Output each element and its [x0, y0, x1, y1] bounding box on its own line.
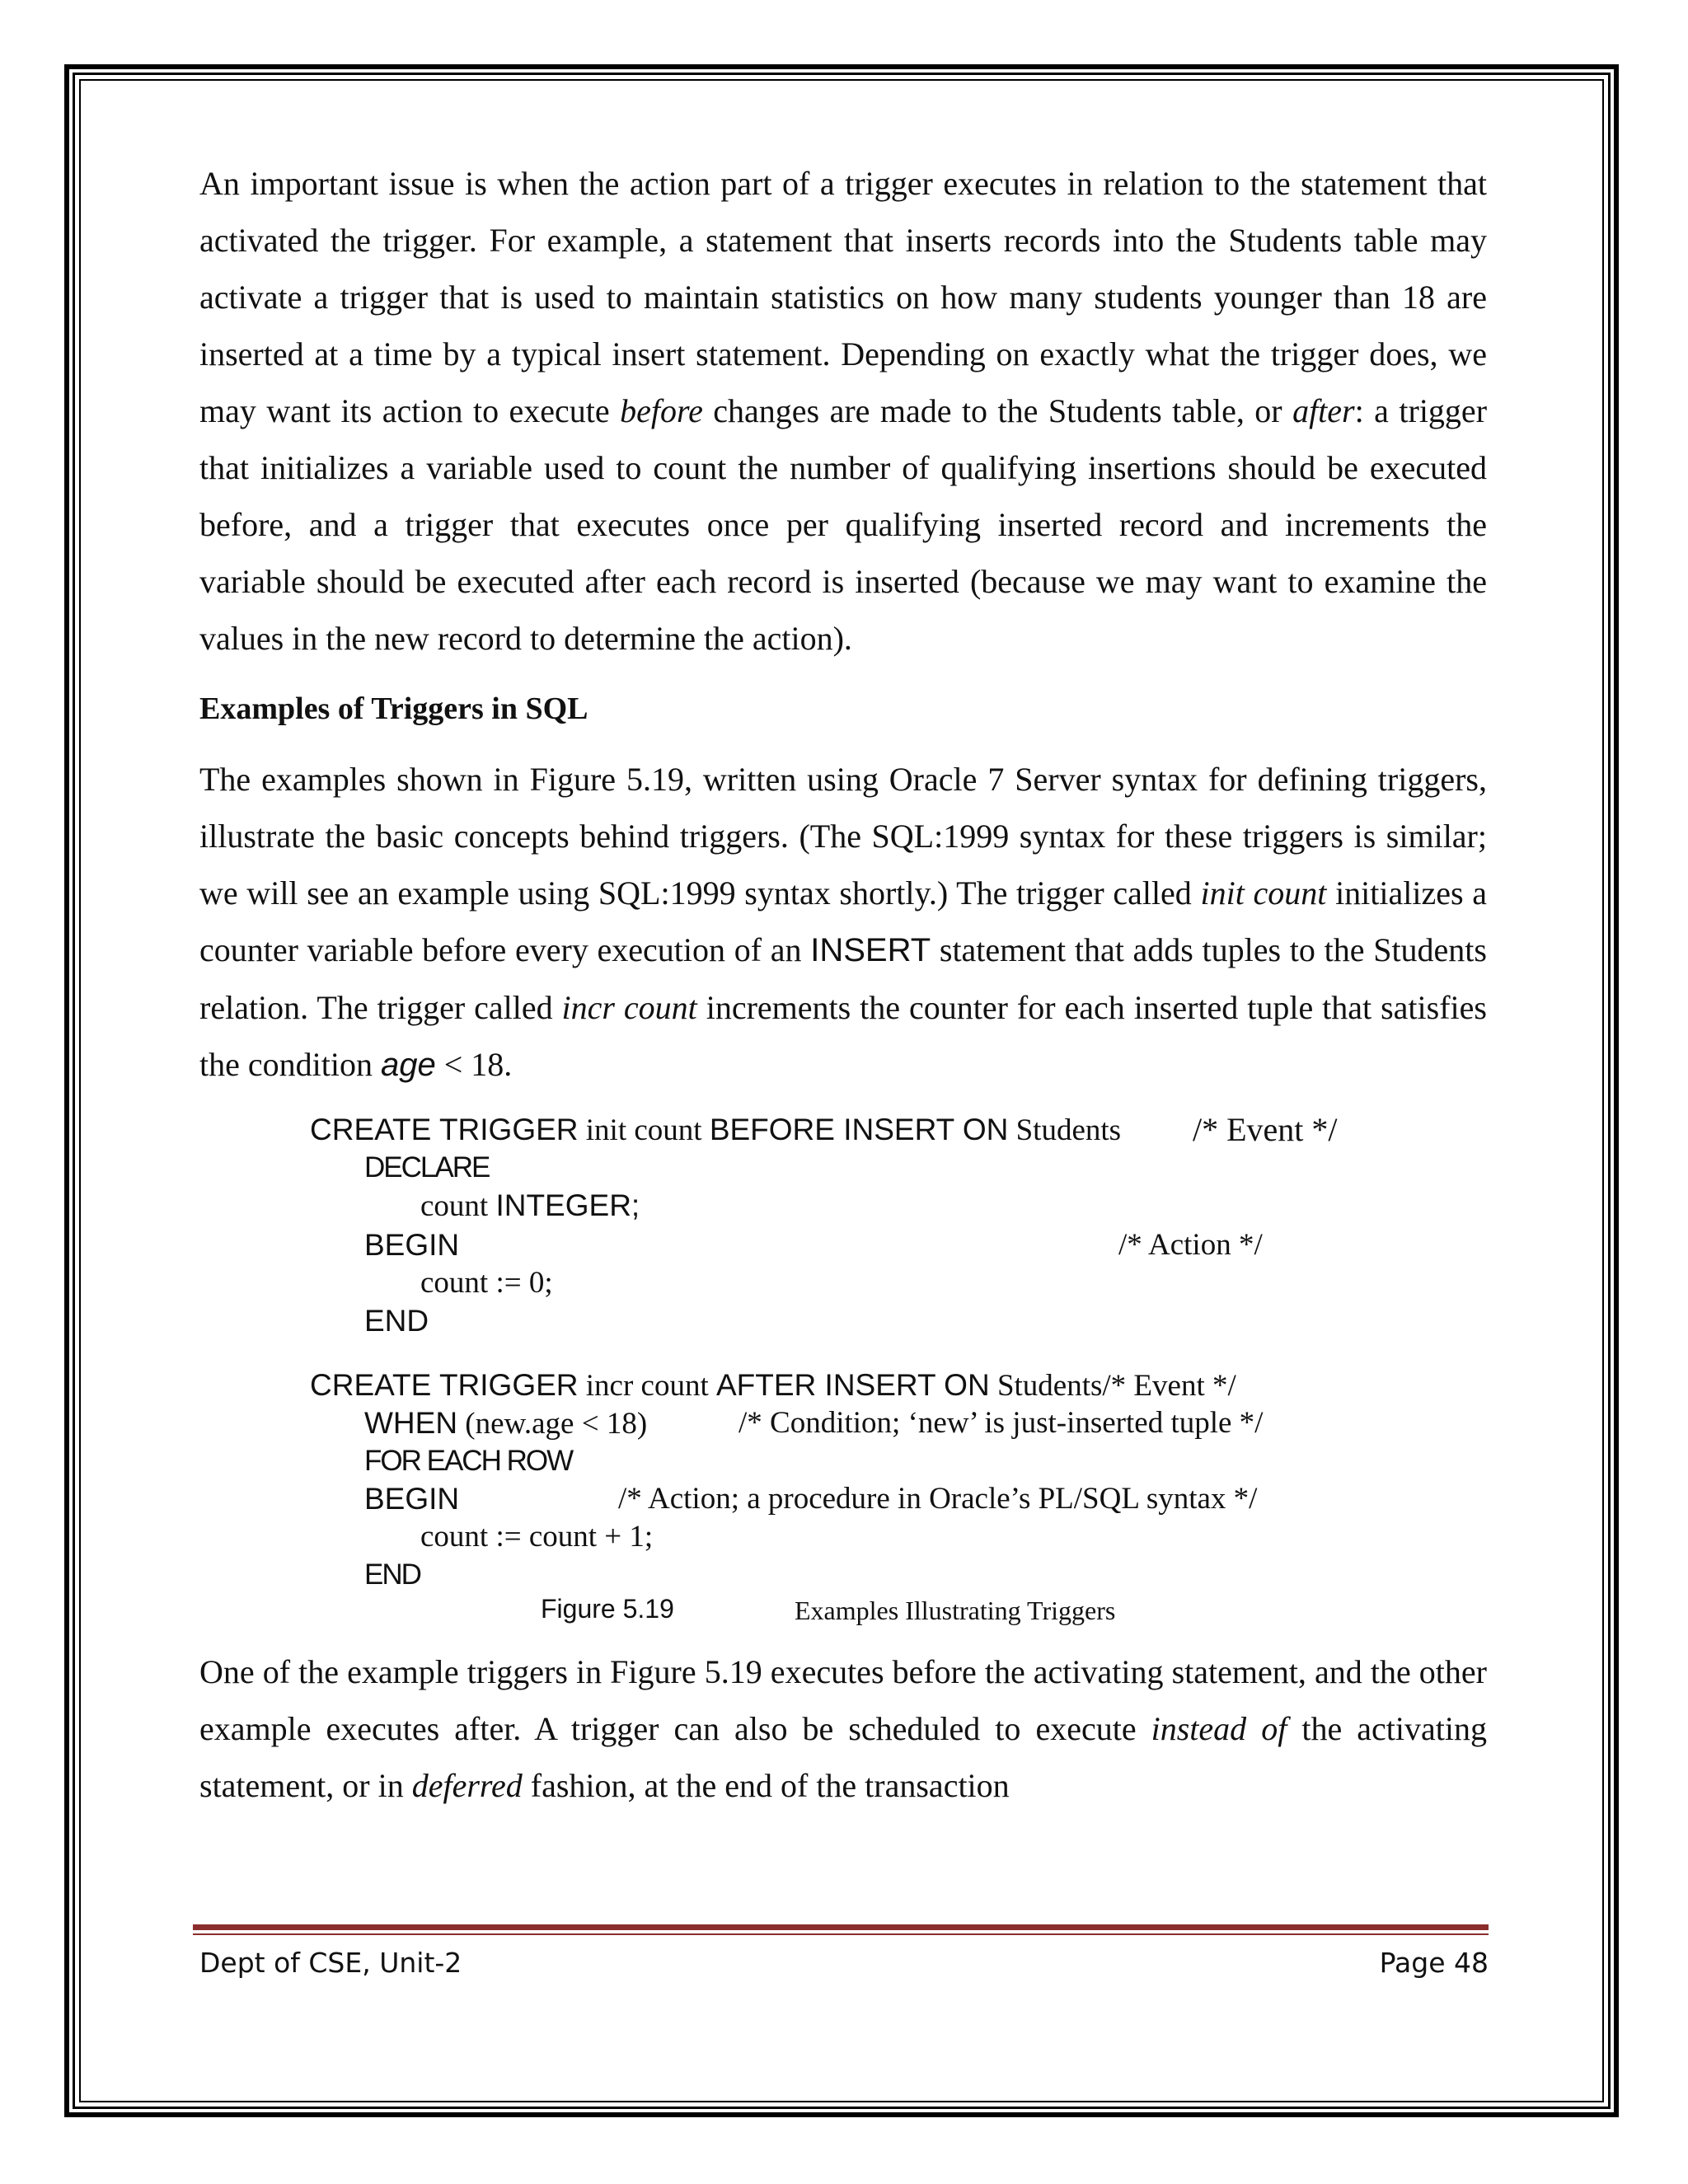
para2-text-1: The examples shown in Figure 5.19, written using Oracle 7 Server syntax for defining triggers, illustrate the basic concepts behind triggers. (The SQL:1999 syntax for these triggers is similar; we will see an example using SQL:1999 syntax shortly.) The trigger called [199, 761, 1487, 912]
code-keyword: AFTER INSERT ON [716, 1368, 990, 1402]
code-text: init count [578, 1113, 710, 1147]
code-line-count-zero [420, 1265, 553, 1301]
code-line-end-2 [364, 1557, 420, 1593]
code-keyword: END [364, 1558, 420, 1591]
code-text: count [420, 1189, 496, 1223]
code-text: count := 0; [420, 1266, 553, 1300]
para1-text-2: changes are made to the Students table, or [702, 392, 1293, 429]
code-line-for-each-row [364, 1443, 572, 1479]
code-keyword: END [364, 1304, 429, 1338]
para2-keyword-insert: INSERT [810, 932, 931, 968]
paragraph-trigger-scheduling [199, 1643, 1487, 1814]
footer-rule-thin [193, 1933, 1489, 1935]
para3-emphasis-instead-of: instead of [1151, 1710, 1287, 1747]
code-keyword: BEGIN [364, 1482, 460, 1516]
code-text: Students [1008, 1113, 1122, 1147]
paragraph-trigger-timing [199, 155, 1487, 667]
code-keyword: DECLARE [364, 1151, 490, 1183]
footer-page-number: Page 48 [1379, 1947, 1489, 1979]
figure-caption-label: Figure 5.19 [541, 1594, 674, 1624]
page-content [199, 155, 1487, 1814]
code-comment-condition: /* Condition; ‘new’ is just-inserted tuple */ [738, 1406, 1264, 1440]
para1-text-3: : a trigger that initializes a variable used to count the number of qualifying insertions should be executed before, and a trigger that executes once per qualifying inserted record and increments the variable should be executed after each record is inserted (because we may want to examine the values in the new record to determine the action). [199, 392, 1488, 657]
para3-emphasis-deferred: deferred [411, 1767, 523, 1804]
code-line-begin-1 [364, 1227, 459, 1264]
code-text: count := count + 1; [420, 1520, 654, 1554]
para3-text-3: fashion, at the end of the transaction [522, 1767, 1010, 1804]
para1-emphasis-after: after [1292, 392, 1355, 429]
code-line-count-increment [420, 1519, 653, 1555]
figure-caption-title: Examples Illustrating Triggers [795, 1596, 1116, 1625]
code-line-create-init [310, 1112, 1121, 1149]
code-keyword: BEFORE INSERT ON [709, 1113, 1009, 1146]
code-keyword: INTEGER; [495, 1188, 640, 1222]
para1-text-1: An important issue is when the action part of a trigger executes in relation to the statement that activated the trigger. For example, a statement that inserts records into the Students table may activate a trigger that is used to maintain statistics on how many students younger than 18 are inserted at a time by a typical insert statement. Depending on exactly what the trigger does, we may want its action to execute [199, 165, 1487, 429]
code-line-begin-2 [364, 1481, 459, 1518]
code-keyword: CREATE TRIGGER [310, 1113, 579, 1146]
para2-emphasis-init-count: init count [1200, 874, 1327, 912]
para2-text-2: initializes a counter variable before every execution of an [199, 874, 1488, 968]
para2-emphasis-incr-count: incr count [561, 989, 697, 1026]
code-keyword: CREATE TRIGGER [310, 1368, 579, 1402]
code-line-create-incr [310, 1367, 1236, 1404]
para2-text-5: < 18. [435, 1046, 513, 1083]
figure-caption [199, 1594, 1487, 1643]
code-line-when [364, 1405, 647, 1442]
footer-rule-thick [193, 1924, 1489, 1930]
code-line-declare [364, 1150, 489, 1186]
code-keyword: FOR EACH ROW [364, 1445, 573, 1477]
para2-text-3: statement that adds tuples to the Students relation. The trigger called [199, 931, 1487, 1026]
code-figure [199, 1112, 1487, 1594]
para2-keyword-age: age [380, 1047, 436, 1083]
code-comment-procedure: /* Action; a procedure in Oracle’s PL/SQL syntax */ [618, 1482, 1258, 1516]
code-text: incr count [578, 1369, 716, 1403]
code-text: (new.age < 18) [457, 1407, 648, 1441]
para2-text-4: increments the counter for each inserted tuple that satisfies the condition [199, 989, 1487, 1083]
code-text: Students/* Event */ [989, 1369, 1236, 1403]
para1-emphasis-before: before [620, 392, 703, 429]
paragraph-trigger-examples [199, 751, 1487, 1094]
code-comment-action: /* Action */ [1118, 1228, 1263, 1262]
para3-text-1: One of the example triggers in Figure 5.19 executes before the activating statement, and the other example executes after. A trigger can also be scheduled to execute [199, 1653, 1487, 1747]
code-line-count-integer [420, 1188, 640, 1225]
code-line-end-1 [364, 1303, 429, 1340]
footer-department: Dept of CSE, Unit-2 [199, 1947, 462, 1979]
para3-text-2: the activating statement, or in [199, 1710, 1487, 1804]
code-keyword: BEGIN [364, 1228, 460, 1262]
code-keyword: WHEN [364, 1406, 458, 1440]
code-comment-event: /* Event */ [1193, 1111, 1338, 1148]
section-heading: Examples of Triggers in SQL [199, 691, 588, 726]
